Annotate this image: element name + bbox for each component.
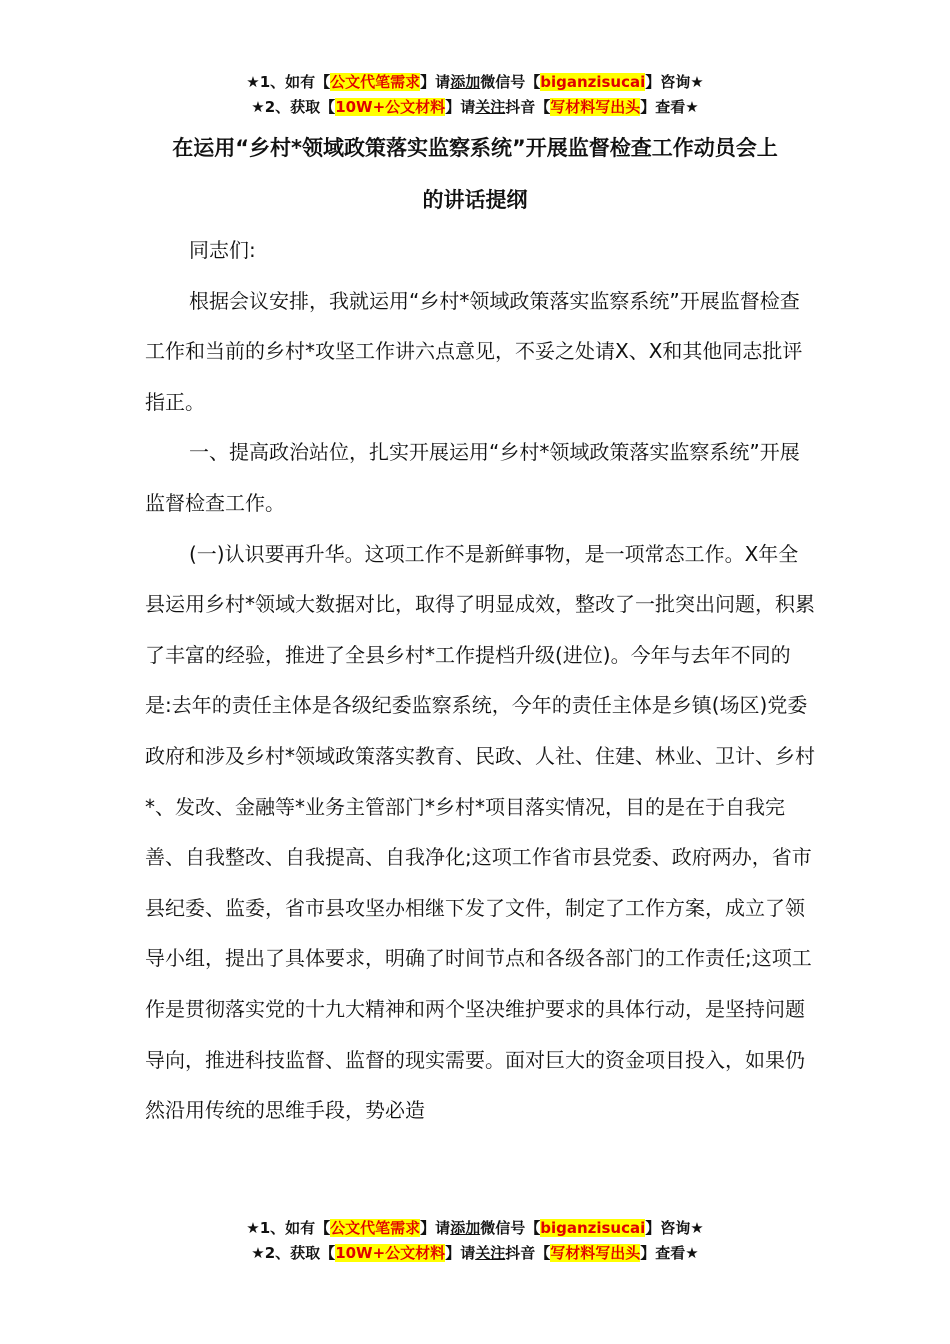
banner-text: 】咨询★ xyxy=(645,73,704,91)
banner-emphasis: 添加 xyxy=(450,1219,481,1237)
paragraph-intro: 根据会议安排，我就运用“乡村*领域政策落实监察系统”开展监督检查工作和当前的乡村*攻坚工作讲六点意见，不妥之处请X、X和其他同志批评指正。 xyxy=(145,288,803,414)
footer-banner xyxy=(0,1216,950,1266)
banner-emphasis: 添加 xyxy=(450,73,481,91)
banner-line-2 xyxy=(0,1241,950,1266)
banner-text: 】咨询★ xyxy=(645,1219,704,1237)
paragraph-section-1-1: (一)认识要再升华。这项工作不是新鲜事物，是一项常态工作。X年全县运用乡村*领域大数据对比，取得了明显成效，整改了一批突出问题，积累了丰富的经验，推进了全县乡村*工作提档升级(进位)。今年与去年不同的是:去年的责任主体是各级纪委监察系统，今年的责任主体是乡镇(场区)党委政府和涉及乡村*领域政策落实教育、民政、人社、住建、林业、卫计、乡村*、发改、金融等*业务主管部门*乡村*项目落实情况，目的是在于自我完善、自我整改、自我提高、自我净化;这项工作省市县党委、政府两办，省市县纪委、监委，省市县攻坚办相继下发了文件，制定了工作方案，成立了领导小组，提出了具体要求，明确了时间节点和各级各部门的工作责任;这项工作是贯彻落实党的十九大精神和两个坚决维护要求的具体行动，是坚持问题导向，推进科技监督、监督的现实需要。面对巨大的资金项目投入，如果仍然沿用传统的思维手段，势必造 xyxy=(145,541,815,1123)
highlight-wechat-id: biganzisucai xyxy=(540,1219,646,1237)
banner-text: 】请 xyxy=(420,1219,451,1237)
document-title xyxy=(140,122,810,226)
greeting: 同志们: xyxy=(189,238,256,262)
title-line-1: 在运用“乡村*领域政策落实监察系统”开展监督检查工作动员会上 xyxy=(172,136,778,160)
highlight-douyin: 写材料写出头 xyxy=(550,98,641,116)
highlight-materials: 10W+公文材料 xyxy=(335,98,446,116)
banner-text: ★1、如有【 xyxy=(246,73,331,91)
banner-text: 】请 xyxy=(420,73,451,91)
banner-text: 微信号【 xyxy=(480,73,541,91)
banner-text: 】查看★ xyxy=(640,98,699,116)
highlight-materials: 10W+公文材料 xyxy=(335,1244,446,1262)
banner-line-1 xyxy=(0,1216,950,1241)
banner-text: 】请 xyxy=(445,98,476,116)
banner-emphasis: 关注 xyxy=(475,98,506,116)
highlight-douyin: 写材料写出头 xyxy=(550,1244,641,1262)
banner-text: ★2、获取【 xyxy=(251,98,336,116)
banner-text: 】请 xyxy=(445,1244,476,1262)
title-line-2: 的讲话提纲 xyxy=(422,188,528,212)
banner-text: ★1、如有【 xyxy=(246,1219,331,1237)
section-heading-1: 一、提高政治站位，扎实开展运用“乡村*领域政策落实监察系统”开展监督检查工作。 xyxy=(145,440,800,515)
banner-text: ★2、获取【 xyxy=(251,1244,336,1262)
document-body xyxy=(145,225,815,1136)
banner-line-1 xyxy=(0,70,950,95)
banner-text: 】查看★ xyxy=(640,1244,699,1262)
banner-text: 抖音【 xyxy=(505,1244,551,1262)
highlight-service: 公文代笔需求 xyxy=(330,73,421,91)
highlight-wechat-id: biganzisucai xyxy=(540,73,646,91)
highlight-service: 公文代笔需求 xyxy=(330,1219,421,1237)
banner-text: 微信号【 xyxy=(480,1219,541,1237)
banner-line-2 xyxy=(0,95,950,120)
header-banner xyxy=(0,70,950,120)
banner-emphasis: 关注 xyxy=(475,1244,506,1262)
banner-text: 抖音【 xyxy=(505,98,551,116)
